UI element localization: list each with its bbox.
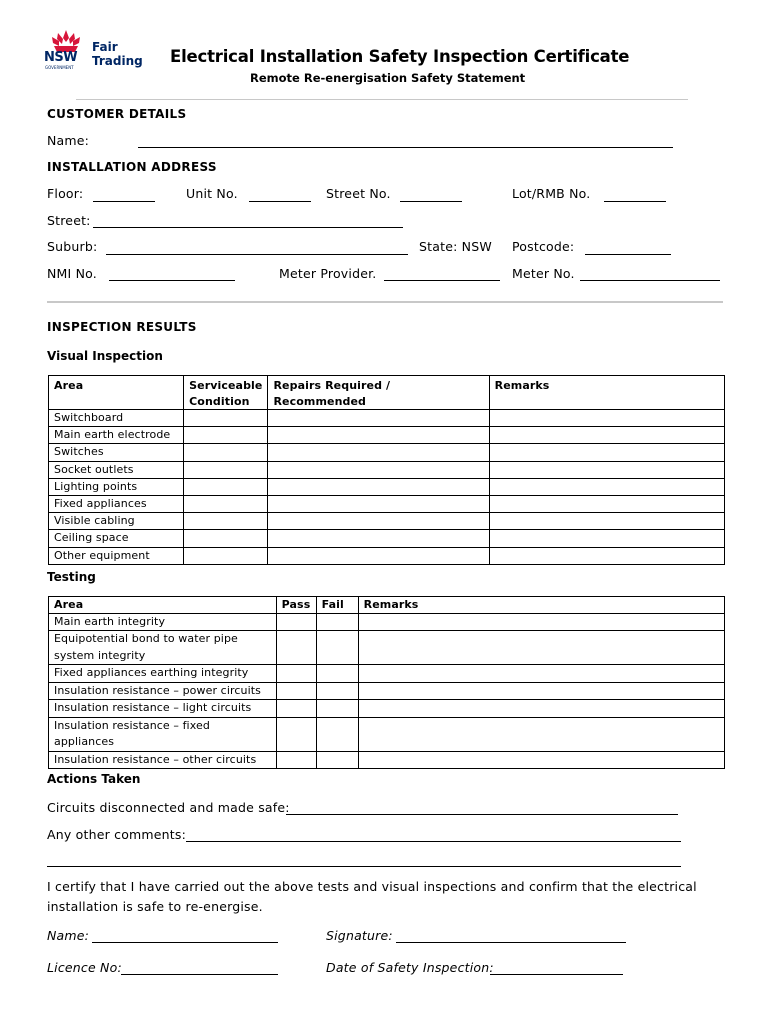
other-comments-field[interactable] <box>186 841 681 842</box>
testing-pass-cell[interactable] <box>276 717 316 751</box>
certification-line-2: installation is safe to re-energise. <box>47 899 263 914</box>
visual-serviceable-cell[interactable] <box>184 495 268 512</box>
testing-fail-cell[interactable] <box>316 700 358 718</box>
unit-field[interactable] <box>249 201 311 202</box>
visual-col-serviceable <box>184 376 268 410</box>
certification-line-1: I certify that I have carried out the above tests and visual inspections and confirm that the electrical <box>47 879 697 894</box>
visual-area-cell: Fixed appliances <box>49 495 184 512</box>
table-row <box>49 682 725 700</box>
nsw-fair-trading-logo <box>44 28 144 74</box>
visual-col-repairs: Repairs Required / Recommended <box>268 376 489 410</box>
page-subtitle: Remote Re-energisation Safety Statement <box>250 71 526 85</box>
visual-area-cell: Lighting points <box>49 478 184 495</box>
circuits-disconnected-label: Circuits disconnected and made safe: <box>47 800 290 815</box>
trading-wordmark: Trading <box>92 54 143 68</box>
table-row <box>49 613 725 631</box>
unit-label: Unit No. <box>186 186 238 201</box>
visual-repairs-cell[interactable] <box>268 478 489 495</box>
street-no-field[interactable] <box>400 201 462 202</box>
visual-remarks-cell[interactable] <box>489 410 724 427</box>
meter-no-label: Meter No. <box>512 266 575 281</box>
testing-remarks-cell[interactable] <box>358 665 724 683</box>
visual-area-cell: Other equipment <box>49 547 184 564</box>
table-row <box>49 530 725 547</box>
cert-signature-field[interactable] <box>396 942 626 943</box>
visual-serviceable-cell[interactable] <box>184 478 268 495</box>
suburb-field[interactable] <box>106 254 408 255</box>
cert-name-field[interactable] <box>92 942 278 943</box>
testing-pass-cell[interactable] <box>276 613 316 631</box>
testing-pass-cell[interactable] <box>276 682 316 700</box>
visual-area-cell: Ceiling space <box>49 530 184 547</box>
table-row <box>49 547 725 564</box>
visual-serviceable-cell[interactable] <box>184 547 268 564</box>
visual-area-cell: Switchboard <box>49 410 184 427</box>
visual-serviceable-cell[interactable] <box>184 410 268 427</box>
testing-area-cell <box>49 665 277 683</box>
visual-area-cell: Visible cabling <box>49 513 184 530</box>
testing-area-text: appliances <box>54 735 115 748</box>
nsw-wordmark: NSW <box>44 50 78 65</box>
testing-pass-cell[interactable] <box>276 751 316 769</box>
customer-name-field[interactable] <box>138 147 673 148</box>
floor-field[interactable] <box>93 201 155 202</box>
nmi-field[interactable] <box>109 280 235 281</box>
visual-inspection-heading: Visual Inspection <box>47 349 163 363</box>
visual-area-cell: Main earth electrode <box>49 427 184 444</box>
customer-details-heading: CUSTOMER DETAILS <box>47 107 187 121</box>
testing-fail-cell[interactable] <box>316 613 358 631</box>
visual-repairs-cell[interactable] <box>268 530 489 547</box>
testing-header-row <box>49 597 725 614</box>
testing-remarks-cell[interactable] <box>358 751 724 769</box>
government-wordmark: GOVERNMENT <box>45 65 74 70</box>
postcode-field[interactable] <box>585 254 671 255</box>
visual-serviceable-cell[interactable] <box>184 444 268 461</box>
visual-col-serviceable-line1: Serviceable <box>189 379 263 392</box>
meter-no-field[interactable] <box>580 280 720 281</box>
meter-provider-label: Meter Provider. <box>279 266 377 281</box>
testing-area-text: Insulation resistance – fixed <box>54 718 210 732</box>
cert-date-field[interactable] <box>490 974 623 975</box>
visual-repairs-cell[interactable] <box>268 461 489 478</box>
table-row <box>49 751 725 769</box>
visual-remarks-cell[interactable] <box>489 461 724 478</box>
testing-area-text: system integrity <box>54 648 146 662</box>
testing-remarks-cell[interactable] <box>358 631 724 665</box>
testing-remarks-cell[interactable] <box>358 717 724 751</box>
lot-field[interactable] <box>604 201 666 202</box>
testing-area-text: Fixed appliances earthing integrity <box>54 666 249 679</box>
header-divider <box>76 99 688 100</box>
visual-inspection-table <box>48 375 725 565</box>
visual-remarks-cell[interactable] <box>489 444 724 461</box>
visual-serviceable-cell[interactable] <box>184 461 268 478</box>
visual-col-serviceable-line2: Condition <box>189 394 250 408</box>
testing-remarks-cell[interactable] <box>358 613 724 631</box>
visual-remarks-cell[interactable] <box>489 427 724 444</box>
testing-col-remarks: Remarks <box>358 597 724 614</box>
lot-label: Lot/RMB No. <box>512 186 591 201</box>
testing-area-text: Insulation resistance – other circuits <box>54 752 257 766</box>
testing-col-fail: Fail <box>316 597 358 614</box>
visual-serviceable-cell[interactable] <box>184 427 268 444</box>
cert-name-label: Name: <box>47 928 90 943</box>
table-row <box>49 461 725 478</box>
street-no-label: Street No. <box>326 186 391 201</box>
testing-area-cell <box>49 613 277 631</box>
testing-area-cell <box>49 631 277 665</box>
cert-date-label: Date of Safety Inspection: <box>326 960 494 975</box>
testing-area-text: Insulation resistance – light circuits <box>54 701 252 714</box>
other-comments-label: Any other comments: <box>47 827 187 842</box>
visual-repairs-cell[interactable] <box>268 513 489 530</box>
testing-pass-cell[interactable] <box>276 631 316 665</box>
table-row <box>49 478 725 495</box>
table-row <box>49 444 725 461</box>
table-row <box>49 427 725 444</box>
testing-area-cell <box>49 751 277 769</box>
address-divider <box>47 301 723 303</box>
testing-remarks-cell[interactable] <box>358 700 724 718</box>
inspection-results-heading: INSPECTION RESULTS <box>47 320 197 334</box>
actions-taken-heading: Actions Taken <box>47 772 141 786</box>
meter-provider-field[interactable] <box>384 280 500 281</box>
visual-repairs-cell[interactable] <box>268 410 489 427</box>
circuits-disconnected-field[interactable] <box>286 814 678 815</box>
visual-repairs-cell[interactable] <box>268 547 489 564</box>
table-row <box>49 410 725 427</box>
testing-area-text: Equipotential bond to water pipe <box>54 632 238 645</box>
visual-area-cell: Socket outlets <box>49 461 184 478</box>
testing-fail-cell[interactable] <box>316 717 358 751</box>
table-row <box>49 495 725 512</box>
testing-pass-cell[interactable] <box>276 665 316 683</box>
table-row <box>49 700 725 718</box>
visual-remarks-cell[interactable] <box>489 547 724 564</box>
nmi-label: NMI No. <box>47 266 97 281</box>
suburb-label: Suburb: <box>47 239 98 254</box>
visual-remarks-cell[interactable] <box>489 513 724 530</box>
postcode-label: Postcode: <box>512 239 575 254</box>
table-row <box>49 665 725 683</box>
visual-serviceable-cell[interactable] <box>184 513 268 530</box>
testing-fail-cell[interactable] <box>316 682 358 700</box>
visual-header-row <box>49 376 725 410</box>
visual-repairs-cell[interactable] <box>268 444 489 461</box>
street-label: Street: <box>47 213 91 228</box>
table-row <box>49 717 725 751</box>
testing-table <box>48 596 725 769</box>
visual-repairs-cell[interactable] <box>268 427 489 444</box>
visual-remarks-cell[interactable] <box>489 478 724 495</box>
testing-area-cell <box>49 717 277 751</box>
cert-licence-label: Licence No: <box>47 960 122 975</box>
testing-area-text: Insulation resistance – power circuits <box>54 683 261 697</box>
floor-label: Floor: <box>47 186 84 201</box>
customer-name-label: Name: <box>47 133 90 148</box>
street-field[interactable] <box>93 227 403 228</box>
testing-col-pass: Pass <box>276 597 316 614</box>
visual-remarks-cell[interactable] <box>489 495 724 512</box>
installation-address-heading: INSTALLATION ADDRESS <box>47 160 217 174</box>
cert-licence-field[interactable] <box>121 974 278 975</box>
other-comments-field-2[interactable] <box>47 866 681 867</box>
visual-col-remarks: Remarks <box>489 376 724 410</box>
visual-serviceable-cell[interactable] <box>184 530 268 547</box>
testing-fail-cell[interactable] <box>316 665 358 683</box>
testing-pass-cell[interactable] <box>276 700 316 718</box>
testing-area-text: Main earth integrity <box>54 614 166 628</box>
testing-remarks-cell[interactable] <box>358 682 724 700</box>
visual-col-area: Area <box>49 376 184 410</box>
visual-area-cell: Switches <box>49 444 184 461</box>
cert-signature-label: Signature: <box>326 928 393 943</box>
state-label: State: NSW <box>419 239 492 254</box>
visual-remarks-cell[interactable] <box>489 530 724 547</box>
testing-fail-cell[interactable] <box>316 751 358 769</box>
testing-area-cell <box>49 682 277 700</box>
testing-col-area: Area <box>49 597 277 614</box>
page-title: Electrical Installation Safety Inspection Certificate <box>170 47 630 66</box>
visual-repairs-cell[interactable] <box>268 495 489 512</box>
testing-fail-cell[interactable] <box>316 631 358 665</box>
table-row <box>49 631 725 665</box>
testing-area-cell <box>49 700 277 718</box>
testing-heading: Testing <box>47 570 96 584</box>
table-row <box>49 513 725 530</box>
fair-wordmark: Fair <box>92 40 118 54</box>
